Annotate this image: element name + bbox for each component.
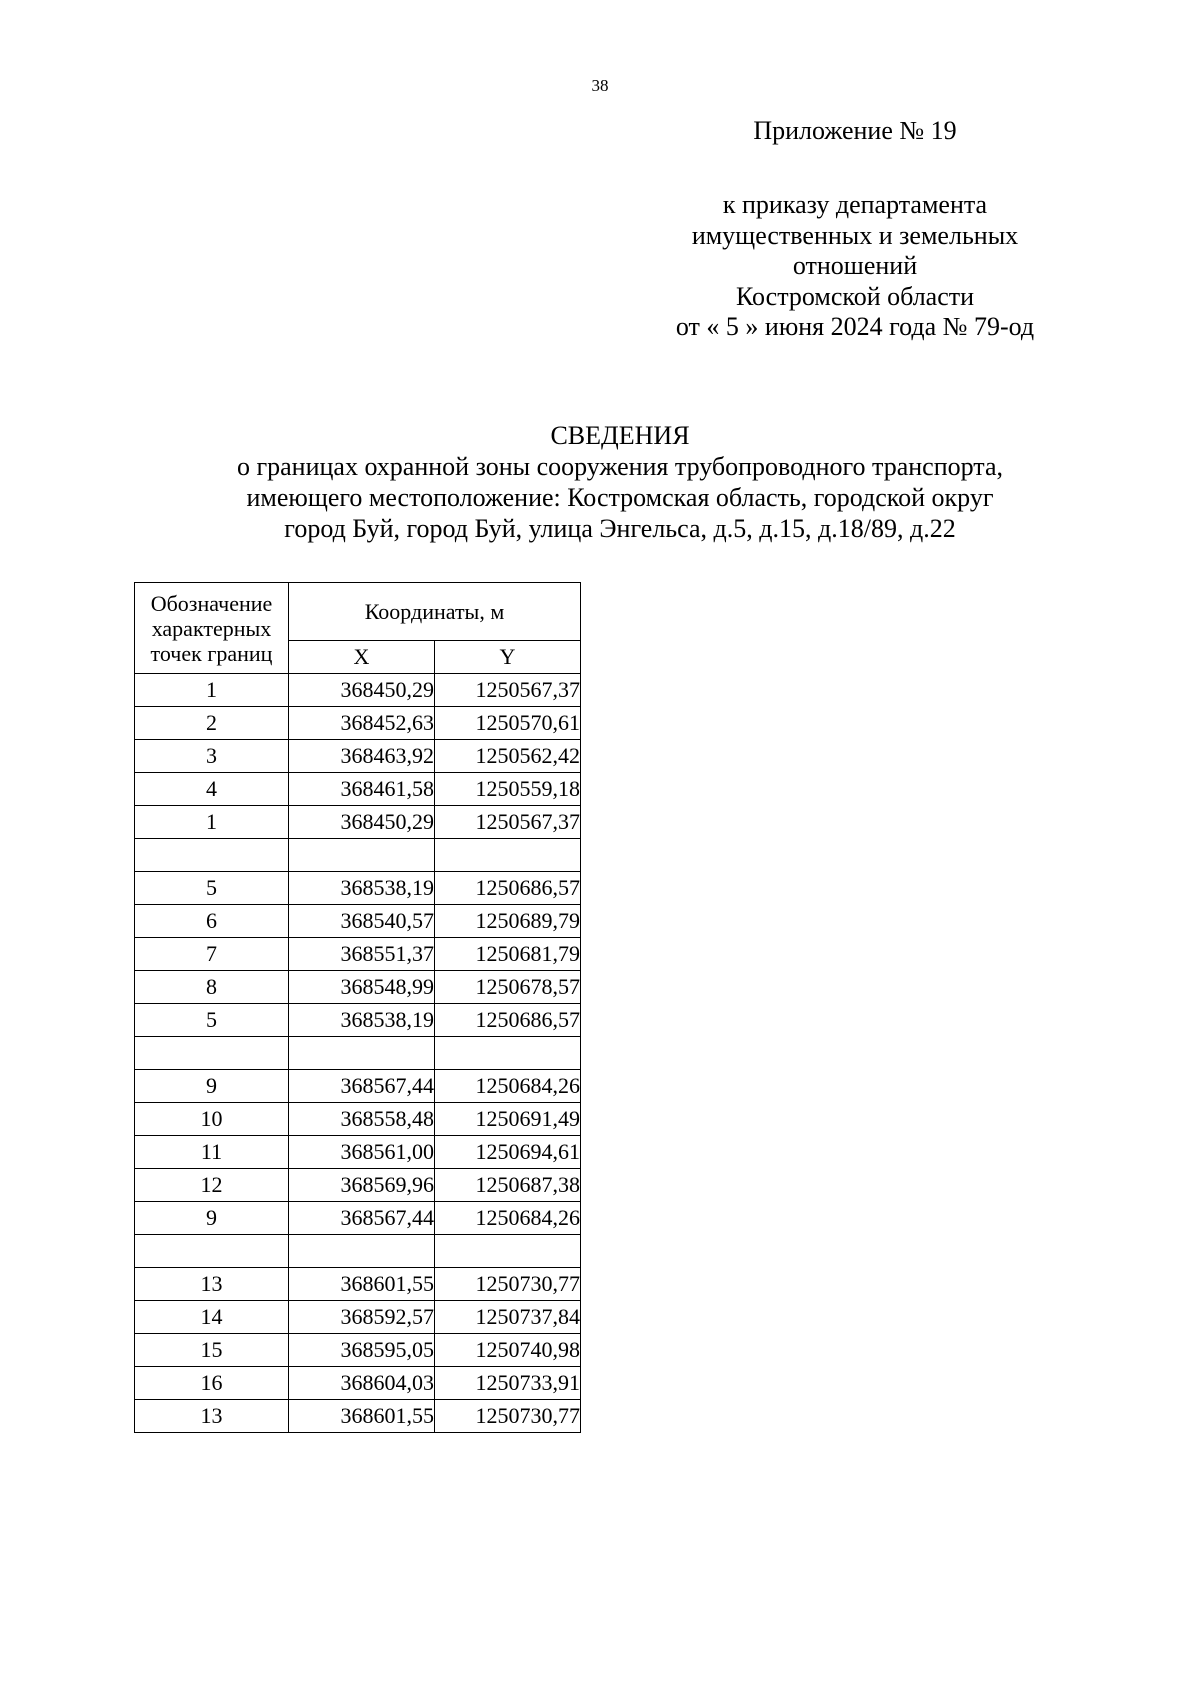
cell-x (289, 839, 435, 872)
heading-title: СВЕДЕНИЯ (550, 421, 690, 450)
cell-point: 16 (135, 1367, 289, 1400)
table-row (135, 1136, 581, 1169)
cell-point (135, 839, 289, 872)
header-coordinates: Координаты, м (289, 583, 581, 641)
cell-y: 1250686,57 (435, 872, 581, 905)
cell-y: 1250570,61 (435, 707, 581, 740)
table-row (135, 1037, 581, 1070)
table-row (135, 773, 581, 806)
cell-y: 1250562,42 (435, 740, 581, 773)
appendix-order-block (630, 190, 1080, 343)
cell-y: 1250687,38 (435, 1169, 581, 1202)
cell-x: 368595,05 (289, 1334, 435, 1367)
cell-x: 368601,55 (289, 1268, 435, 1301)
cell-point: 2 (135, 707, 289, 740)
table-row (135, 1202, 581, 1235)
cell-point: 1 (135, 674, 289, 707)
cell-x (289, 1235, 435, 1268)
cell-y: 1250737,84 (435, 1301, 581, 1334)
table-row (135, 905, 581, 938)
cell-point: 15 (135, 1334, 289, 1367)
cell-y: 1250567,37 (435, 806, 581, 839)
cell-y: 1250684,26 (435, 1202, 581, 1235)
header-x: X (289, 641, 435, 674)
cell-point: 5 (135, 1004, 289, 1037)
table-row (135, 1070, 581, 1103)
table-row (135, 1004, 581, 1037)
cell-point (135, 1235, 289, 1268)
cell-point: 9 (135, 1202, 289, 1235)
table-row (135, 1367, 581, 1400)
cell-x: 368450,29 (289, 674, 435, 707)
cell-point: 3 (135, 740, 289, 773)
appendix-order-line: к приказу департамента (722, 190, 988, 219)
cell-point: 11 (135, 1136, 289, 1169)
heading-line: город Буй, город Буй, улица Энгельса, д.5, д.15, д.18/89, д.22 (284, 514, 956, 543)
page-number: 38 (591, 76, 609, 95)
cell-y: 1250689,79 (435, 905, 581, 938)
cell-y: 1250730,77 (435, 1400, 581, 1433)
table-row (135, 938, 581, 971)
cell-y: 1250691,49 (435, 1103, 581, 1136)
cell-x: 368567,44 (289, 1070, 435, 1103)
cell-x: 368463,92 (289, 740, 435, 773)
cell-y (435, 1235, 581, 1268)
cell-x: 368569,96 (289, 1169, 435, 1202)
cell-x: 368592,57 (289, 1301, 435, 1334)
cell-y: 1250686,57 (435, 1004, 581, 1037)
cell-y: 1250678,57 (435, 971, 581, 1004)
table-row (135, 1301, 581, 1334)
table-row (135, 1235, 581, 1268)
cell-point: 7 (135, 938, 289, 971)
cell-point: 9 (135, 1070, 289, 1103)
appendix-order-line: от « 5 » июня 2024 года № 79-од (675, 312, 1035, 341)
cell-point: 13 (135, 1400, 289, 1433)
appendix-order-line: отношений (792, 251, 918, 280)
cell-y: 1250559,18 (435, 773, 581, 806)
cell-x: 368548,99 (289, 971, 435, 1004)
cell-y: 1250740,98 (435, 1334, 581, 1367)
cell-y: 1250684,26 (435, 1070, 581, 1103)
cell-x: 368567,44 (289, 1202, 435, 1235)
cell-x: 368461,58 (289, 773, 435, 806)
cell-x (289, 1037, 435, 1070)
cell-point: 10 (135, 1103, 289, 1136)
cell-point: 1 (135, 806, 289, 839)
cell-x: 368604,03 (289, 1367, 435, 1400)
table-row (135, 1103, 581, 1136)
cell-y: 1250694,61 (435, 1136, 581, 1169)
table-row (135, 674, 581, 707)
table-row (135, 740, 581, 773)
cell-x: 368601,55 (289, 1400, 435, 1433)
cell-x: 368538,19 (289, 1004, 435, 1037)
cell-y (435, 839, 581, 872)
cell-point: 13 (135, 1268, 289, 1301)
cell-x: 368558,48 (289, 1103, 435, 1136)
cell-point: 6 (135, 905, 289, 938)
cell-y: 1250730,77 (435, 1268, 581, 1301)
table-row (135, 971, 581, 1004)
heading-line: имеющего местоположение: Костромская область, городской округ (246, 483, 994, 512)
appendix-title: Приложение № 19 (753, 116, 957, 145)
table-row (135, 1268, 581, 1301)
cell-x: 368561,00 (289, 1136, 435, 1169)
cell-x: 368538,19 (289, 872, 435, 905)
cell-x: 368540,57 (289, 905, 435, 938)
cell-point: 4 (135, 773, 289, 806)
cell-y: 1250681,79 (435, 938, 581, 971)
table-row (135, 1169, 581, 1202)
appendix-order-line: имущественных и земельных (691, 220, 1019, 250)
cell-y: 1250567,37 (435, 674, 581, 707)
table-body (135, 674, 581, 1433)
table-row (135, 872, 581, 905)
cell-y: 1250733,91 (435, 1367, 581, 1400)
cell-y (435, 1037, 581, 1070)
cell-point (135, 1037, 289, 1070)
cell-point: 5 (135, 872, 289, 905)
document-heading (0, 420, 1200, 544)
table-row (135, 839, 581, 872)
appendix-order-line: Костромской области (735, 281, 975, 311)
table-row (135, 1400, 581, 1433)
cell-x: 368452,63 (289, 707, 435, 740)
coordinates-table (134, 582, 581, 1433)
cell-point: 8 (135, 971, 289, 1004)
table-row (135, 806, 581, 839)
cell-x: 368450,29 (289, 806, 435, 839)
cell-point: 14 (135, 1301, 289, 1334)
cell-point: 12 (135, 1169, 289, 1202)
table-row (135, 707, 581, 740)
heading-line: о границах охранной зоны сооружения трубопроводного транспорта, (236, 452, 1004, 481)
header-y: Y (435, 641, 581, 674)
cell-x: 368551,37 (289, 938, 435, 971)
table-row (135, 1334, 581, 1367)
header-point-designation: Обозначение характерных точек границ (135, 583, 289, 674)
